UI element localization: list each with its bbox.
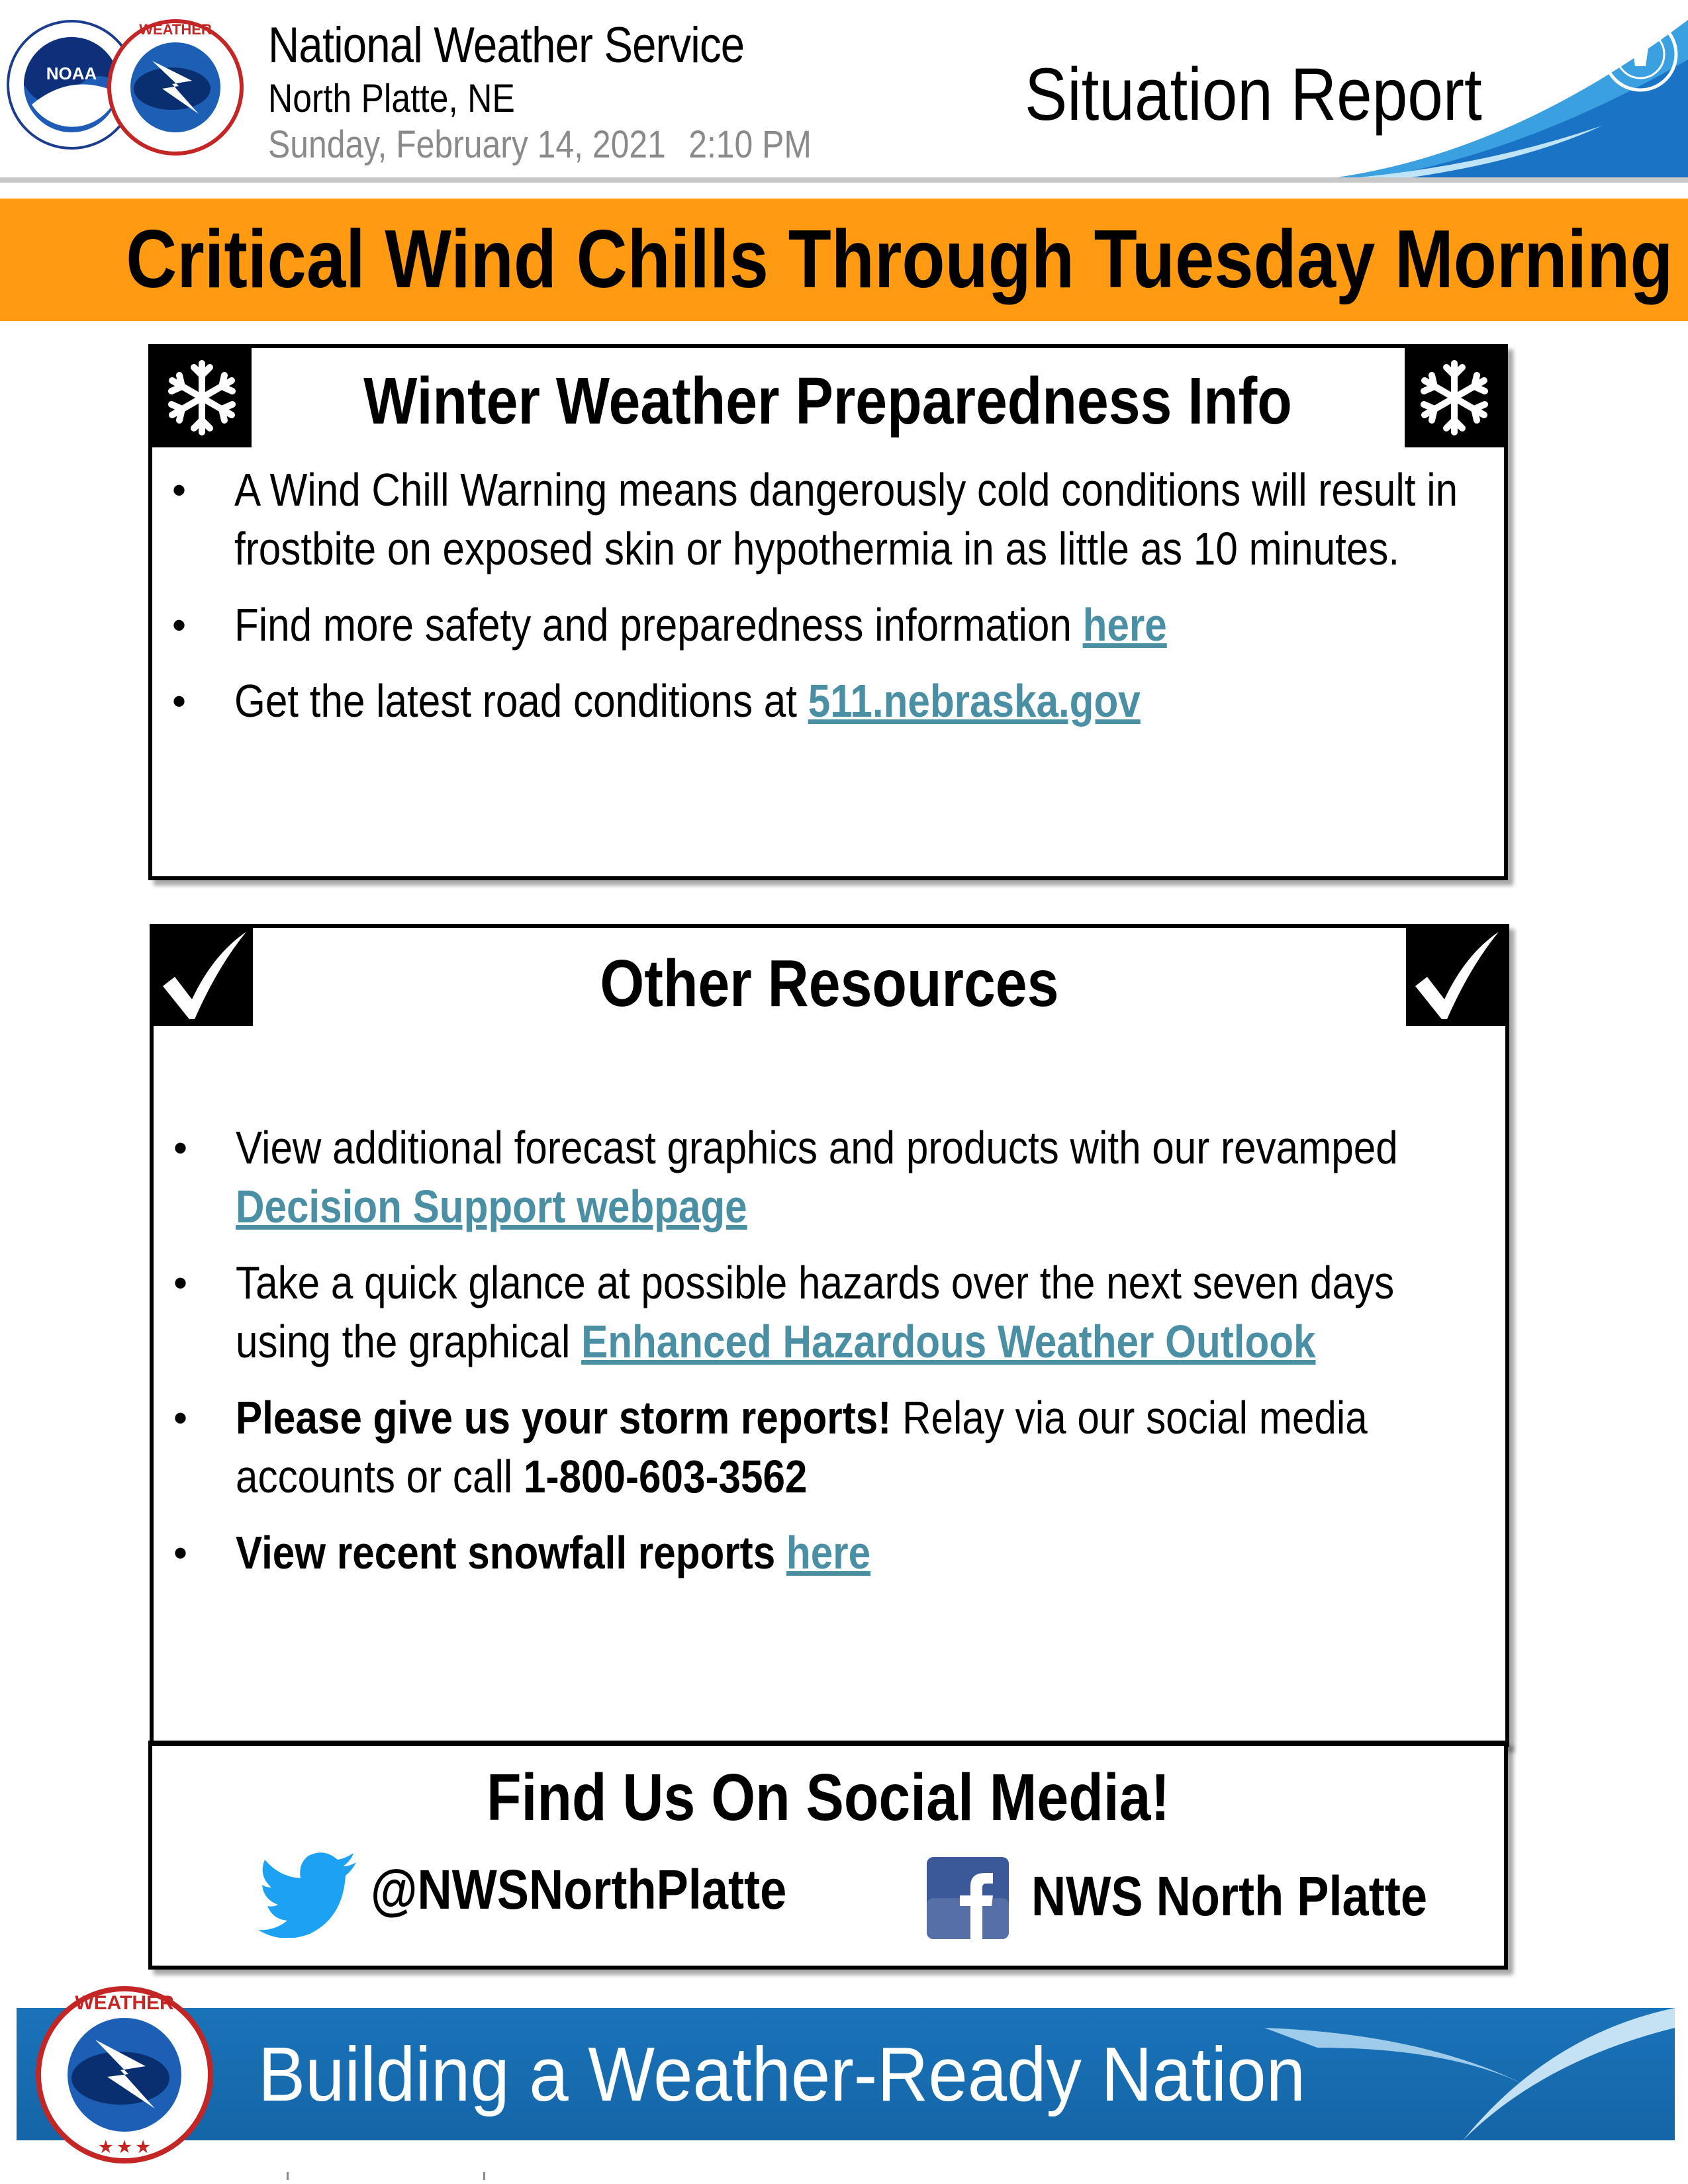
office-city: North Platte, NE — [268, 76, 515, 120]
list-item — [154, 1388, 1504, 1506]
report-title: Situation Report — [1025, 53, 1482, 136]
road-conditions-text: Get the latest road conditions at — [234, 675, 808, 727]
svg-text:WEATHER: WEATHER — [75, 1992, 174, 2014]
list-item — [154, 1253, 1504, 1371]
issue-time: 2:10 PM — [688, 123, 812, 166]
decision-support-text: View additional forecast graphics and products with our revamped — [236, 1122, 1398, 1173]
nws-logo-icon — [106, 15, 245, 160]
footer-swoosh-graphic — [1264, 2008, 1675, 2140]
list-item — [152, 672, 1503, 731]
resources-title: Other Resources — [600, 946, 1059, 1021]
facebook-icon[interactable] — [927, 1857, 1009, 1939]
page-tick-mark — [483, 2172, 485, 2180]
list-item — [152, 596, 1503, 655]
preparedness-box — [148, 344, 1508, 880]
preparedness-list — [152, 461, 1503, 748]
hazard-outlook-text: Take a quick glance at possible hazards over the next seven days using the graphical — [236, 1257, 1395, 1367]
storm-reports-callout: Please give us your storm reports! — [236, 1392, 892, 1443]
safety-info-text: Find more safety and preparedness information — [234, 599, 1083, 651]
office-name: National Weather Service — [268, 17, 745, 73]
preparedness-title: Winter Weather Preparedness Info — [363, 364, 1293, 438]
social-media-box — [148, 1741, 1508, 1970]
snowfall-reports-link[interactable]: here — [786, 1527, 871, 1578]
resources-list — [154, 1118, 1504, 1600]
svg-text:★ ★ ★: ★ ★ ★ — [99, 2138, 150, 2156]
list-item — [154, 1524, 1504, 1582]
wind-chill-warning-text: • A Wind Chill Warning means dangerously cold conditions will result in frostbite on exposed skin or hypothermia in as little as 10 minutes. — [234, 464, 1458, 574]
twitter-icon[interactable] — [258, 1852, 357, 1938]
commerce-seal-icon — [1601, 15, 1680, 94]
report-header — [0, 0, 1688, 189]
nws-logo-icon — [32, 1979, 217, 2171]
list-item — [152, 461, 1503, 578]
issue-date: Sunday, February 14, 2021 — [268, 123, 666, 166]
decision-support-link[interactable]: Decision Support webpage — [236, 1181, 747, 1232]
page-tick-mark — [287, 2172, 289, 2180]
issue-datetime — [268, 122, 812, 168]
headline-banner — [0, 199, 1688, 321]
hazard-outlook-link[interactable]: Enhanced Hazardous Weather Outlook — [581, 1316, 1316, 1367]
footer-slogan: Building a Weather-Ready Nation — [258, 2031, 1305, 2117]
social-title: Find Us On Social Media! — [486, 1760, 1170, 1835]
headline-text: Critical Wind Chills Through Tuesday Morning — [126, 214, 1673, 305]
storm-reports-text: Relay via our social media accounts or call — [236, 1392, 1368, 1502]
resources-box — [150, 924, 1509, 1747]
storm-reports-phone[interactable]: 1-800-603-3562 — [523, 1451, 808, 1502]
twitter-handle[interactable]: @NWSNorthPlatte — [371, 1858, 787, 1921]
road-conditions-link[interactable]: 511.nebraska.gov — [808, 675, 1141, 727]
facebook-name[interactable]: NWS North Platte — [1031, 1865, 1427, 1927]
safety-info-link[interactable]: here — [1082, 599, 1167, 651]
svg-text:WEATHER: WEATHER — [139, 21, 212, 38]
footer-banner — [17, 2008, 1675, 2140]
snowfall-reports-text: View recent snowfall reports — [236, 1527, 786, 1578]
list-item — [154, 1118, 1504, 1236]
header-divider — [0, 177, 1688, 183]
svg-text:NOAA: NOAA — [46, 64, 97, 83]
